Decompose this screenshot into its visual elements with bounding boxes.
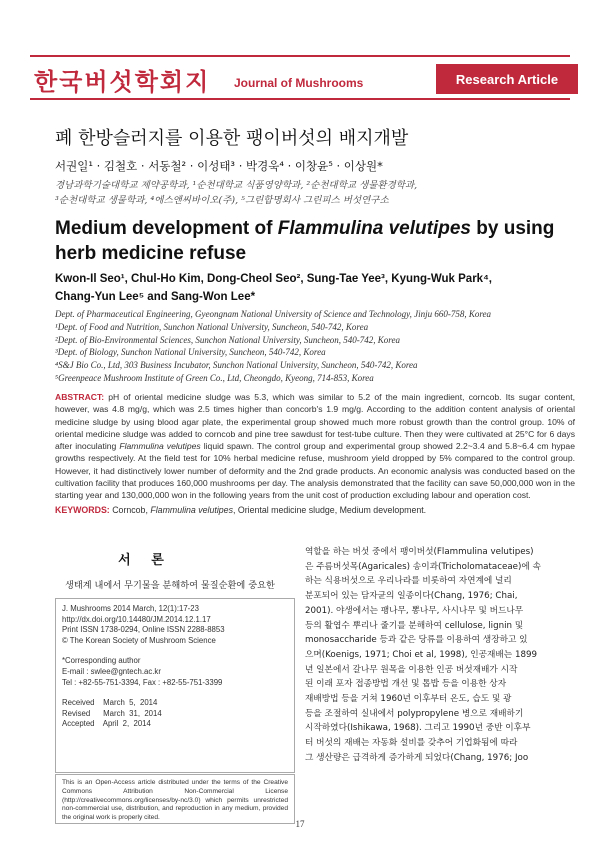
info-line: J. Mushrooms 2014 March, 12(1):17-23 [62,604,199,613]
info-line: Accepted April 2, 2014 [62,719,151,729]
affiliations-english [55,308,575,385]
body-line: 2001). 야생에서는 팽나무, 뽕나무, 사시나무 및 버드나무 [305,605,524,616]
paper-title-korean: 폐 한방슬러지를 이용한 팽이버섯의 배지개발 [55,128,409,149]
doi-link[interactable]: http://dx.doi.org/10.14480/JM.2014.12.1.17 [62,614,211,624]
affiliation-line: ¹Dept. of Food and Nutrition, Sunchon National University, Suncheon, 540-742, Korea [55,321,369,332]
body-line: 그 생산량은 급격하게 증가하게 되었다(Chang, 1976; Joo [305,752,529,763]
authors-english [55,270,555,306]
spacer [62,688,288,698]
affiliations-korean [55,178,575,208]
info-line: Revised March 31, 2014 [62,708,162,718]
body-line: 등의 활엽수 뿌리나 줄기를 분해하여 cellulose, lignin 및 [305,620,524,631]
affiliation-line: Dept. of Pharmaceutical Engineering, Gyeongnam National University of Science and Technology, Jinju 660-758, Korea [55,309,492,319]
section-title-introduction: 서 론 [118,553,172,568]
header-rule-top [30,55,570,57]
email-link[interactable]: E-mail : swlee@gntech.ac.kr [62,666,161,676]
intro-paragraph-start: 생태계 내에서 무기물을 분해하여 물질순환에 중요한 [65,580,275,591]
intro-paragraph-right [305,545,550,766]
affiliation-ko-line: 경남과학기술대학교 제약공학과, ¹순천대학교 식품영양학과, ²순천대학교 생물환경학과, [55,180,418,191]
abstract: ABSTRACT: pH of oriental medicine sludge was 5.3, which was similar to 5.2 of the main ingredient, corncob. Its sugar content, however, was 4.8 mg/g, which was 2.5 times higher than concorb's 1.9 mg/g. According to the addition content analysis of oriental medicine sludge by using blood agar plate, the experimental group showed much more robust growth than the control group. 10% of oriental medicine sludge was added to corncob and pine tree sawdust for test-tube culture. Then they were cultivated at 25°C for 6 days after inoculating Flammulina velutipes liquid spawn. The control group and experimental group showed 2.2~3.4 and 5.8~6.4 cm hypae growths respectively. At the field test for 10% herbal medicine refuse, mushroom yield dropped by 5% compared to the control group. However, it had distinctively lower number of deformity and the 2nd grade products. An economic analysis was conducted based on the cultivation facility that produces 160,000 mushrooms per day. The analysis demonstrated that the facility can save 50,000,000 won in the starting year and 130,000,000 won in the following years from the unit cost of production excluding labour and operation cost. [55,392,575,501]
body-line: 분포되어 있는 담자균의 일종이다(Chang, 1976; Chai, [305,591,518,602]
keywords: KEYWORDS: Corncob, Flammulina velutipes, Oriental medicine sludge, Medium development. [55,505,427,515]
body-line: 등을 조절하여 실내에서 polypropylene 병으로 재배하기 [305,708,524,719]
spacer [62,646,288,656]
body-line: 하는 식용버섯으로 우리나라를 비롯하여 자연계에 널리 [305,576,512,587]
page-number: 17 [295,819,305,829]
body-line: 년 일본에서 갈나무 원목을 이용한 인공 버섯재배가 시작 [305,664,518,675]
affiliation-line: ⁴S&J Bio Co., Ltd, 303 Business Incubator, Sunchon National University, Suncheon, 540-742, Korea [55,360,418,371]
paper-title-english: Medium development of Flammulina velutipes by using herb medicine refuse [55,218,555,264]
info-line: *Corresponding author [62,656,141,666]
info-line: Received March 5, 2014 [62,698,158,708]
affiliation-line: ²Dept. of Bio-Environmental Sciences, Sunchon National University, Suncheon, 540-742, Korea [55,334,400,345]
authors-korean: 서권일¹ · 김철호 · 서동철² · 이성태³ · 박경욱⁴ · 이창윤⁵ · 이상원* [55,159,383,173]
article-type-badge: Research Article [436,64,578,94]
info-line: © The Korean Society of Mushroom Science [62,635,216,645]
abstract-label: ABSTRACT: [55,392,105,402]
info-line: Print ISSN 1738-0294, Online ISSN 2288-8853 [62,625,225,635]
article-info-box [55,598,295,773]
body-line: 은 주름버섯목(Agaricales) 송이과(Tricholomataceae)에 속 [305,561,541,572]
affiliation-line: ³Dept. of Biology, Sunchon National University, Suncheon, 540-742, Korea [55,347,326,358]
affiliation-line: ⁵Greenpeace Mushroom Institute of Green Co., Ltd, Cheongdo, Kyeong, 714-853, Korea [55,372,374,383]
body-line: monosaccharide 등과 같은 당류를 이용하여 생장하고 있 [305,635,528,646]
journal-title-korean: 한국버섯학회지 [34,68,211,96]
journal-title-english: Journal of Mushrooms [234,76,364,90]
info-line: Tel : +82-55-751-3394, Fax : +82-55-751-3399 [62,677,223,687]
affiliation-ko-line: ³순천대학교 생물학과, ⁴에스앤씨바이오(주), ⁵그린합명회사 그린피스 버섯연구소 [55,195,389,206]
body-line: 으며(Koenigs, 1971; Choi et al, 1998), 인공재배는 1899 [305,649,538,660]
open-access-notice: This is an Open-Access article distributed under the terms of the Creative Commons Attribution Non-Commercial License (http://creativecommons.org/licenses/by-nc/3.0) which permits unrestricted non-commercial use, distribution, and reproduction in any medium, provided the original work is properly cited. [55,774,295,824]
keywords-label: KEYWORDS: [55,505,110,515]
body-line: 된 이래 포자 접종방법 개선 및 톱밥 등을 이용한 상자 [305,679,507,690]
body-line: 재배방법 등을 거쳐 1960년 이후부터 온도, 습도 및 광 [305,694,512,705]
authors-line: Chang-Yun Lee⁵ and Sang-Won Lee* [55,291,256,303]
body-line: 역할을 하는 버섯 중에서 팽이버섯(Flammulina velutipes) [305,547,534,557]
authors-line: Kwon-Il Seo¹, Chul-Ho Kim, Dong-Cheol Seo², Sung-Tae Yee³, Kyung-Wuk Park⁴, [55,273,492,285]
body-line: 터 버섯의 재배는 자동화 설비를 갖추어 기업화됨에 따라 [305,738,518,749]
header-rule-bottom [30,98,570,100]
body-line: 시작하였다(Ishikawa, 1968). 그리고 1990년 중반 이후부 [305,723,531,734]
